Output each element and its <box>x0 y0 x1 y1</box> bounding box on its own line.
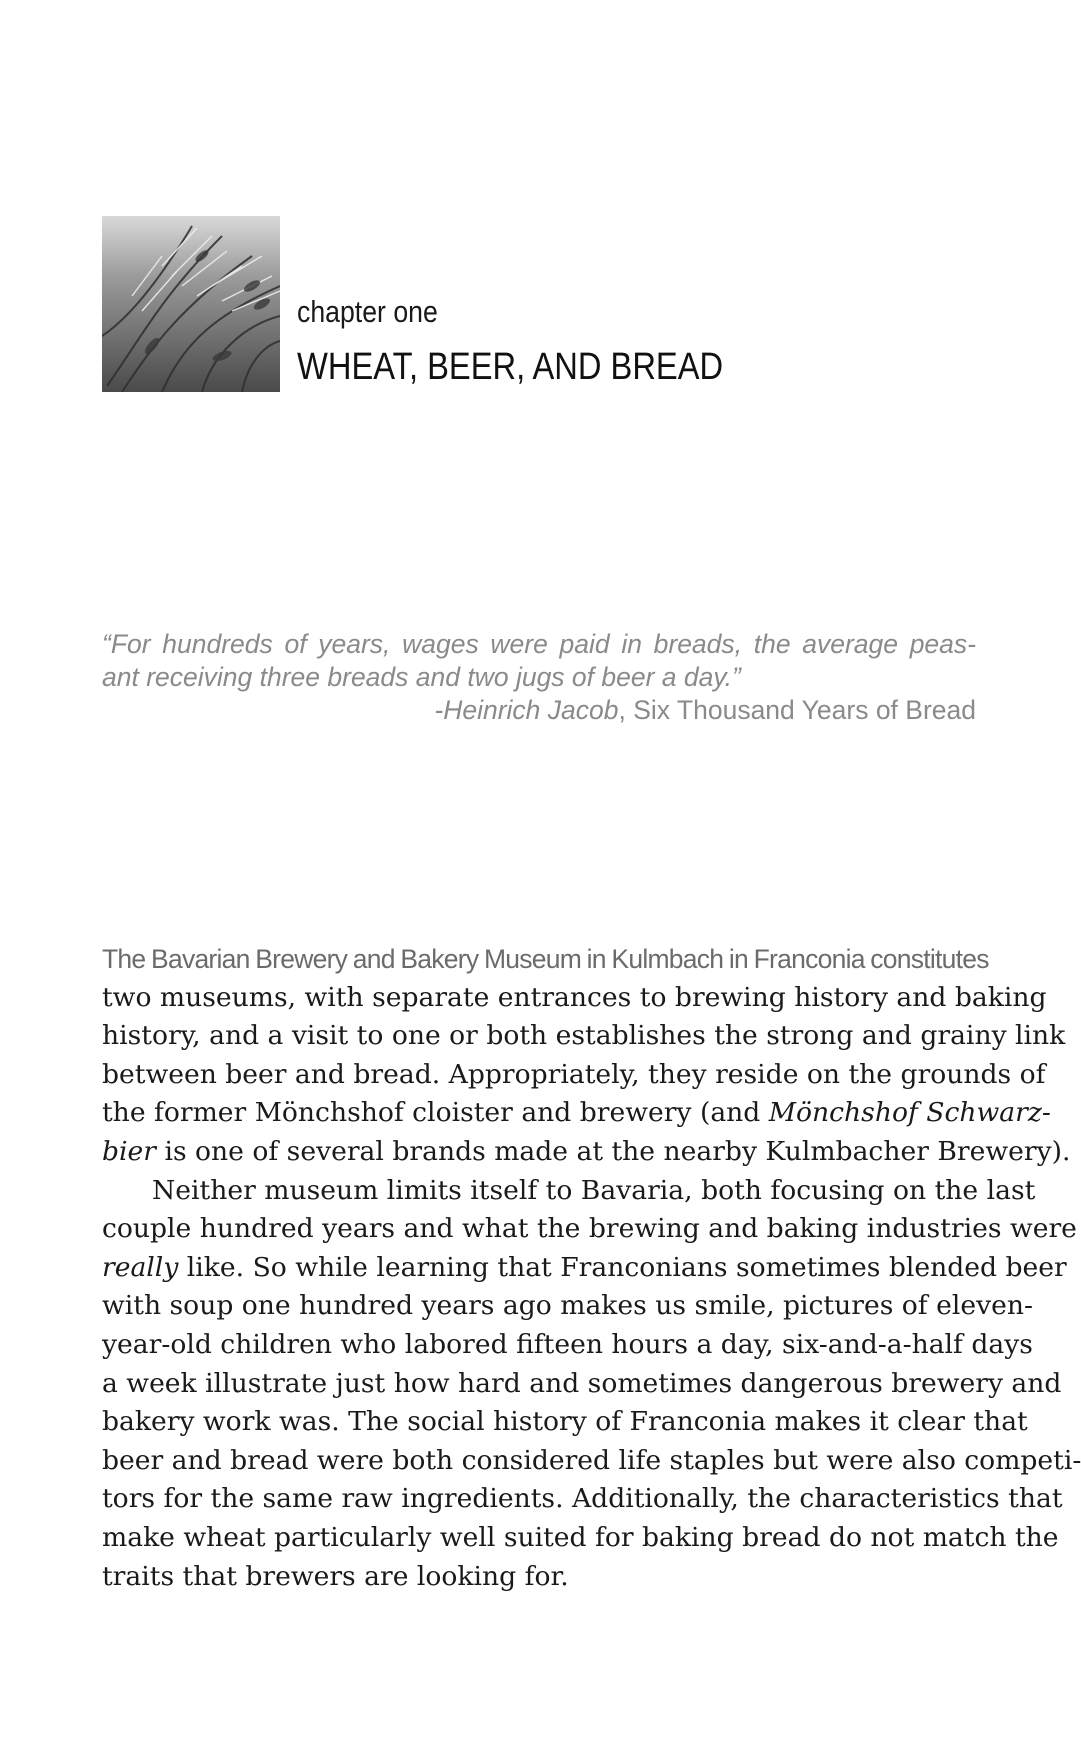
epigraph-quote-line: ant receiving three breads and two jugs of beer a day.” <box>102 662 741 692</box>
lead-in-line: The Bavarian Brewery and Bakery Museum in Kulmbach in Franconia constitutes <box>102 944 989 974</box>
body-line: beer and bread were both considered life staples but were also competi- <box>102 1444 1081 1476</box>
body-text <box>102 940 1081 1596</box>
epigraph-author: -Heinrich Jacob <box>434 695 619 725</box>
epigraph-quote-line: “For hundreds of years, wages were paid in breads, the average peas- <box>102 629 976 659</box>
body-line <box>102 1094 1051 1133</box>
wheat-photo-icon <box>102 216 280 392</box>
body-italic-run: really <box>102 1251 179 1283</box>
body-italic-run: Mönchshof Schwarz- <box>768 1097 1051 1129</box>
chapter-label: chapter one <box>297 294 438 329</box>
body-line: two museums, with separate entrances to brewing history and baking <box>102 981 1047 1013</box>
body-line: year-old children who labored fifteen hours a day, six-and-a-half days <box>102 1328 1033 1360</box>
body-line <box>102 1133 1071 1172</box>
body-line: make wheat particularly well suited for baking bread do not match the <box>102 1521 1059 1553</box>
epigraph-work: Six Thousand Years of Bread <box>633 695 976 725</box>
epigraph <box>102 628 976 727</box>
body-line <box>102 1249 1067 1288</box>
body-line: a week illustrate just how hard and sometimes dangerous brewery and <box>102 1367 1062 1399</box>
body-line: history, and a visit to one or both establishes the strong and grainy link <box>102 1020 1066 1052</box>
body-line: traits that brewers are looking for. <box>102 1560 569 1592</box>
body-line: with soup one hundred years ago makes us smile, pictures of eleven- <box>102 1290 1033 1322</box>
body-text-run: the former Mönchshof cloister and brewery (and <box>102 1097 769 1129</box>
body-line: couple hundred years and what the brewing and baking industries were <box>102 1213 1077 1245</box>
body-italic-run: bier <box>102 1135 156 1167</box>
body-line: bakery work was. The social history of Franconia makes it clear that <box>102 1406 1028 1438</box>
body-line: tors for the same raw ingredients. Additionally, the characteristics that <box>102 1483 1063 1515</box>
body-line: Neither museum limits itself to Bavaria, both focusing on the last <box>152 1174 1036 1206</box>
epigraph-separator: , <box>618 695 634 725</box>
chapter-title: WHEAT, BEER, AND BREAD <box>297 346 724 388</box>
body-text-run: like. So while learning that Franconians sometimes blended beer <box>178 1251 1067 1283</box>
body-text-run: is one of several brands made at the nearby Kulmbacher Brewery). <box>155 1135 1071 1167</box>
epigraph-attribution <box>102 694 976 727</box>
body-line: between beer and bread. Appropriately, they reside on the grounds of <box>102 1058 1046 1090</box>
